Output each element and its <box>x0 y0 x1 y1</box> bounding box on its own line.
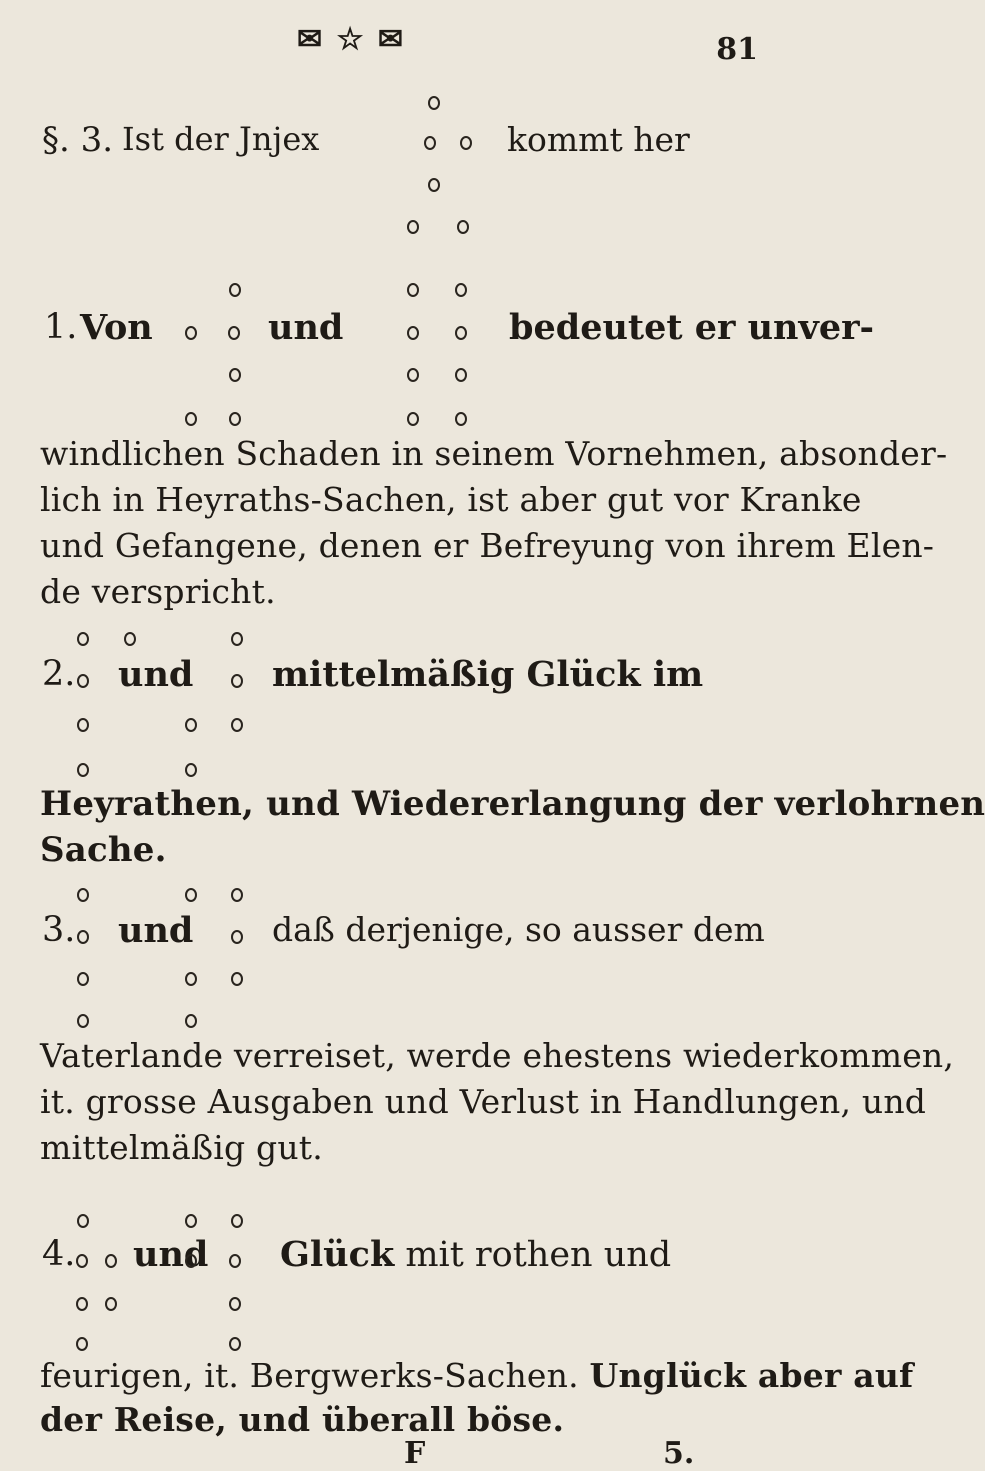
dot <box>185 326 197 340</box>
dot <box>77 1014 89 1028</box>
dot <box>231 718 243 732</box>
dot <box>229 283 241 297</box>
dot <box>185 718 197 732</box>
dot <box>428 178 440 192</box>
dot <box>228 326 240 340</box>
catchword: 5. <box>663 1436 695 1471</box>
section-title-end: kommt her <box>507 120 690 159</box>
entry-4-number: 4. <box>42 1234 76 1274</box>
page-number: 81 <box>716 32 758 67</box>
entry-2-text-line: Sache. <box>40 830 167 870</box>
dot <box>229 1254 241 1268</box>
entry-1-text-line: und Gefangene, denen er Befreyung von ihrem Elen- <box>40 526 935 565</box>
section-title-start: Ist der Jnjex <box>122 120 320 158</box>
dot <box>77 632 89 646</box>
dot <box>407 326 419 340</box>
dot <box>77 1214 89 1228</box>
entry-2-und: und <box>118 654 194 695</box>
dot <box>455 412 467 426</box>
dot <box>231 888 243 902</box>
entry-1-text-line: de verspricht. <box>40 572 276 611</box>
header-ornament: ✉ ☆ ✉ <box>297 22 406 57</box>
dot <box>76 1337 88 1351</box>
entry-3-text-line: Vaterlande verreiset, werde ehestens wiederkommen, <box>40 1036 955 1075</box>
entry-3-tail: daß derjenige, so ausser dem <box>272 910 765 949</box>
dot <box>231 972 243 986</box>
dot <box>457 220 469 234</box>
entry-1-tail: bedeutet er unver- <box>509 307 875 348</box>
dot <box>424 136 436 150</box>
dot <box>185 763 197 777</box>
entry-3-und: und <box>118 910 194 951</box>
dot <box>229 1337 241 1351</box>
dot <box>231 632 243 646</box>
dot <box>77 972 89 986</box>
dot <box>229 1297 241 1311</box>
dot <box>77 674 89 688</box>
entry-4-und: und <box>133 1234 209 1275</box>
dot <box>407 368 419 382</box>
entry-2-text-line: Heyrathen, und Wiedererlangung der verlohrnen <box>40 784 985 824</box>
dot <box>455 283 467 297</box>
entry-4-text-line: der Reise, und überall böse. <box>40 1400 565 1439</box>
entry-3-number: 3. <box>42 910 76 950</box>
dot <box>407 220 419 234</box>
entry-1-number: 1. <box>44 307 78 347</box>
section-number: §. 3. <box>42 120 114 160</box>
dot <box>455 326 467 340</box>
dot <box>407 283 419 297</box>
dot <box>185 888 197 902</box>
entry-4-tail-bold: Glück <box>280 1234 395 1275</box>
dot <box>77 763 89 777</box>
dot <box>185 1254 197 1268</box>
dot <box>185 412 197 426</box>
dot <box>77 930 89 944</box>
dot <box>428 96 440 110</box>
dot <box>185 1214 197 1228</box>
entry-3-text-line: it. grosse Ausgaben und Verlust in Handlungen, und <box>40 1082 927 1121</box>
dot <box>231 1214 243 1228</box>
dot <box>77 718 89 732</box>
entry-1-lead: Von <box>80 307 153 348</box>
entry-4-text-line-b: Unglück aber auf <box>589 1356 914 1395</box>
entry-3-text-line: mittelmäßig gut. <box>40 1128 323 1167</box>
entry-1-text-line: lich in Heyraths-Sachen, ist aber gut vor Kranke <box>40 480 862 519</box>
entry-2-number: 2. <box>42 654 76 694</box>
entry-4-tail-rest: mit rothen und <box>405 1235 672 1275</box>
dot <box>229 412 241 426</box>
dot <box>229 368 241 382</box>
entry-1-text-line: windlichen Schaden in seinem Vornehmen, absonder- <box>40 434 948 473</box>
dot <box>231 930 243 944</box>
dot <box>124 632 136 646</box>
dot <box>231 674 243 688</box>
entry-4-text-line-a: feurigen, it. Bergwerks-Sachen. <box>40 1356 579 1395</box>
dot <box>185 1014 197 1028</box>
entry-1-und: und <box>268 307 344 348</box>
entry-4-text-line <box>40 1356 913 1395</box>
entry-4-tail <box>280 1234 671 1275</box>
dot <box>407 412 419 426</box>
dot <box>76 1297 88 1311</box>
dot <box>76 1254 88 1268</box>
dot <box>105 1254 117 1268</box>
signature-mark: F <box>404 1436 426 1471</box>
dot <box>77 888 89 902</box>
dot <box>105 1297 117 1311</box>
dot <box>455 368 467 382</box>
entry-2-tail: mittelmäßig Glück im <box>272 654 704 695</box>
dot <box>460 136 472 150</box>
dot <box>185 972 197 986</box>
